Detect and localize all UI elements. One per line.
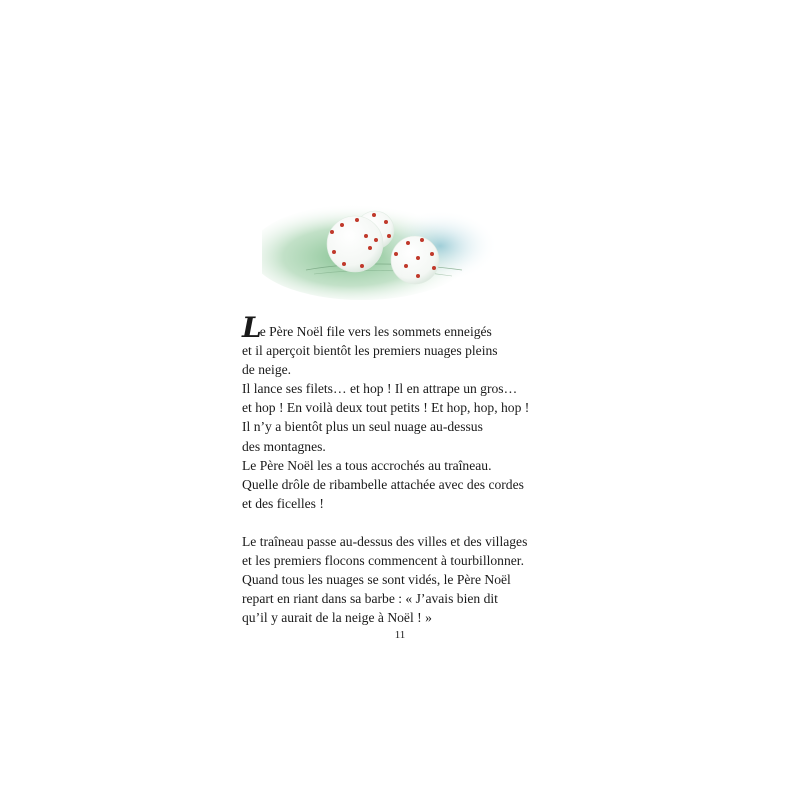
story-line: des montagnes. — [242, 438, 326, 454]
story-line: qu’il y aurait de la neige à Noël ! » — [242, 610, 432, 626]
drop-cap: L — [242, 311, 259, 344]
story-line: Il n’y a bientôt plus un seul nuage au-dessus — [242, 419, 483, 435]
story-line: de neige. — [242, 362, 292, 378]
story-line: et il aperçoit bientôt les premiers nuages pleins — [242, 343, 498, 359]
page-number: 11 — [394, 629, 406, 641]
snowballs-caught-in-net-icon — [262, 196, 502, 304]
story-line-text: e Père Noël file vers les sommets enneigés — [259, 324, 492, 339]
story-line: Le Père Noël les a tous accrochés au traîneau. — [242, 457, 492, 473]
story-line: Il lance ses filets… et hop ! Il en attrape un gros… — [242, 381, 518, 397]
story-line: Quand tous les nuages se sont vidés, le Père Noël — [242, 572, 511, 588]
story-line: Le traîneau passe au-dessus des villes et des villages — [242, 534, 528, 550]
story-line: et les premiers flocons commencent à tourbillonner. — [242, 553, 524, 569]
story-text — [242, 311, 572, 628]
story-line — [242, 311, 572, 344]
story-line: et hop ! En voilà deux tout petits ! Et hop, hop, hop ! — [242, 400, 530, 416]
story-line: et des ficelles ! — [242, 495, 324, 511]
story-line: Quelle drôle de ribambelle attachée avec des cordes — [242, 476, 524, 492]
story-line: repart en riant dans sa barbe : « J’avais bien dit — [242, 591, 498, 607]
paragraph-gap — [242, 513, 572, 532]
